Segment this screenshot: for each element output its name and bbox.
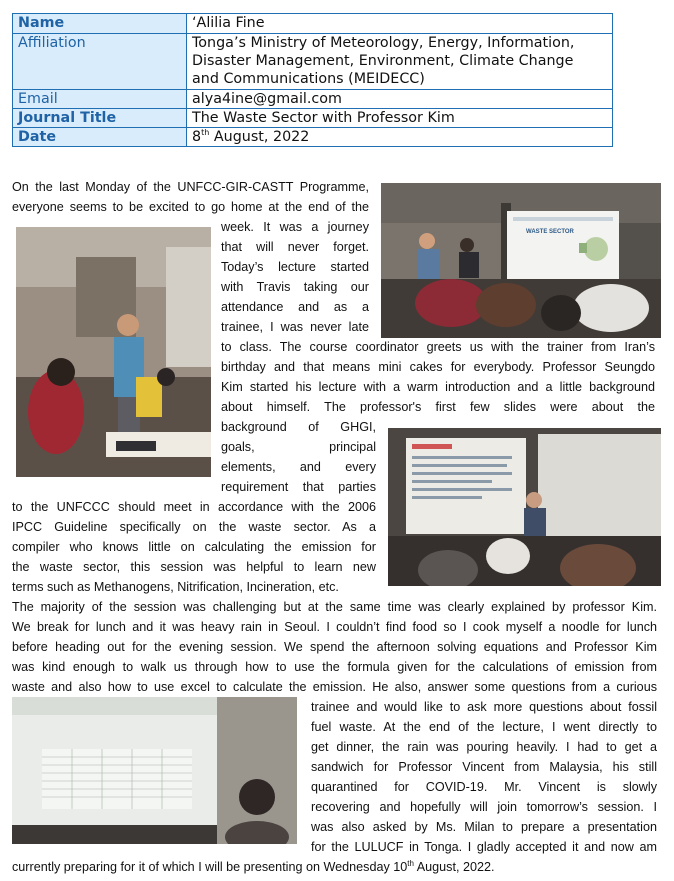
photo-whiteboard: [388, 428, 661, 586]
body-line: about himself. The professor's first few slides were about the: [221, 400, 655, 414]
body-line: before heading out for the evening session. We spend the afternoon solving equations and Professor Kim: [12, 640, 657, 654]
photo-lecture-room: [381, 183, 661, 338]
body-line: sandwich for Professor Vincent from Malaysia, his still: [311, 760, 657, 774]
date-value: [187, 128, 613, 147]
body-line: requirement that parties: [221, 480, 376, 494]
body-text: currently preparing for it of which I will be presenting on Wednesday 10: [12, 860, 408, 874]
slide-title: WASTE SECTOR: [526, 229, 574, 235]
body-line: elements, and every: [221, 460, 376, 474]
body-line: the waste sector, this session was helpful to learn new: [12, 560, 376, 574]
body-line: waste and also how to use excel to calculate the emission. He also, answer some questions from a curious: [12, 680, 657, 694]
body-line: quarantined for COVID-19. Mr. Vincent is slowly: [311, 780, 657, 794]
date-label: Date: [13, 128, 187, 147]
body-line-last: [12, 857, 495, 877]
date-suffix: th: [201, 128, 210, 138]
journal-title-value: The Waste Sector with Professor Kim: [187, 109, 613, 128]
body-line: background of GHGI,: [221, 420, 376, 434]
email-value[interactable]: alya4ine@gmail.com: [187, 90, 613, 109]
body-line: with Travis taking our: [221, 280, 369, 294]
name-label: Name: [13, 14, 187, 34]
photo-classroom: [16, 227, 211, 477]
body-line: goals, principal: [221, 440, 376, 454]
affiliation-line: and Communications (MEIDECC): [192, 71, 425, 87]
body-superscript: th: [407, 858, 414, 868]
info-table: [12, 13, 613, 147]
body-line: attendance and as a: [221, 300, 369, 314]
body-line: was kind enough to walk us through how to use the formula given for the calculations of emission from: [12, 660, 657, 674]
body-line: IPCC Guideline specifically on the waste sector. As a: [12, 520, 376, 534]
body-line: The majority of the session was challenging but at the same time was clearly explained by professor Kim.: [12, 600, 657, 614]
body-line: birthday and that means mini cakes for everybody. Professor Seungdo: [221, 360, 655, 374]
body-line: trainee and would like to ask more questions about fossil: [311, 700, 657, 714]
body-text: August, 2022.: [413, 860, 495, 874]
date-day: 8: [192, 129, 202, 145]
affiliation-value: [187, 34, 613, 90]
body-line: fuel waste. At the end of the lecture, I went directly to: [311, 720, 657, 734]
body-line: week. It was a journey: [221, 220, 369, 234]
body-line: On the last Monday of the UNFCC-GIR-CASTT Programme,: [12, 180, 369, 194]
body-line: for the LULUCF in Tonga. I gladly accepted it and now am: [311, 840, 657, 854]
affiliation-line: Tonga’s Ministry of Meteorology, Energy, Information,: [192, 35, 575, 51]
affiliation-label: Affiliation: [13, 34, 187, 90]
photo-spreadsheet: [12, 697, 297, 844]
body-line: compiler who knows little on calculating the emission for: [12, 540, 376, 554]
body-line: to class. The course coordinator greets us with the trainer from Iran’s: [221, 340, 655, 354]
body-line: trainee, I was never late: [221, 320, 369, 334]
body-line: get dinner, the rain was pouring heavily. I had to get a: [311, 740, 657, 754]
affiliation-line: Disaster Management, Environment, Climate Change: [192, 53, 574, 69]
body-line: that will never forget.: [221, 240, 369, 254]
body-line: Today’s lecture started: [221, 260, 369, 274]
body-line: We break for lunch and it was heavy rain in Seoul. I couldn’t find food so I cook myself a noodle for lunch: [12, 620, 657, 634]
body-line: everyone seems to be excited to go home at the end of the: [12, 200, 369, 214]
date-rest: August, 2022: [209, 129, 310, 145]
name-value: ‘Alilia Fine: [187, 14, 613, 34]
email-label: Email: [13, 90, 187, 109]
body-line: recovering and hopefully will join tomorrow’s session. I: [311, 800, 657, 814]
body-line: was also asked by Ms. Milan to prepare a presentation: [311, 820, 657, 834]
body-line: to the UNFCCC should meet in accordance with the 2006: [12, 500, 376, 514]
body-line: Kim started his lecture with a warm introduction and a little background: [221, 380, 655, 394]
body-line: terms such as Methanogens, Nitrification, Incineration, etc.: [12, 580, 339, 594]
journal-title-label: Journal Title: [13, 109, 187, 128]
